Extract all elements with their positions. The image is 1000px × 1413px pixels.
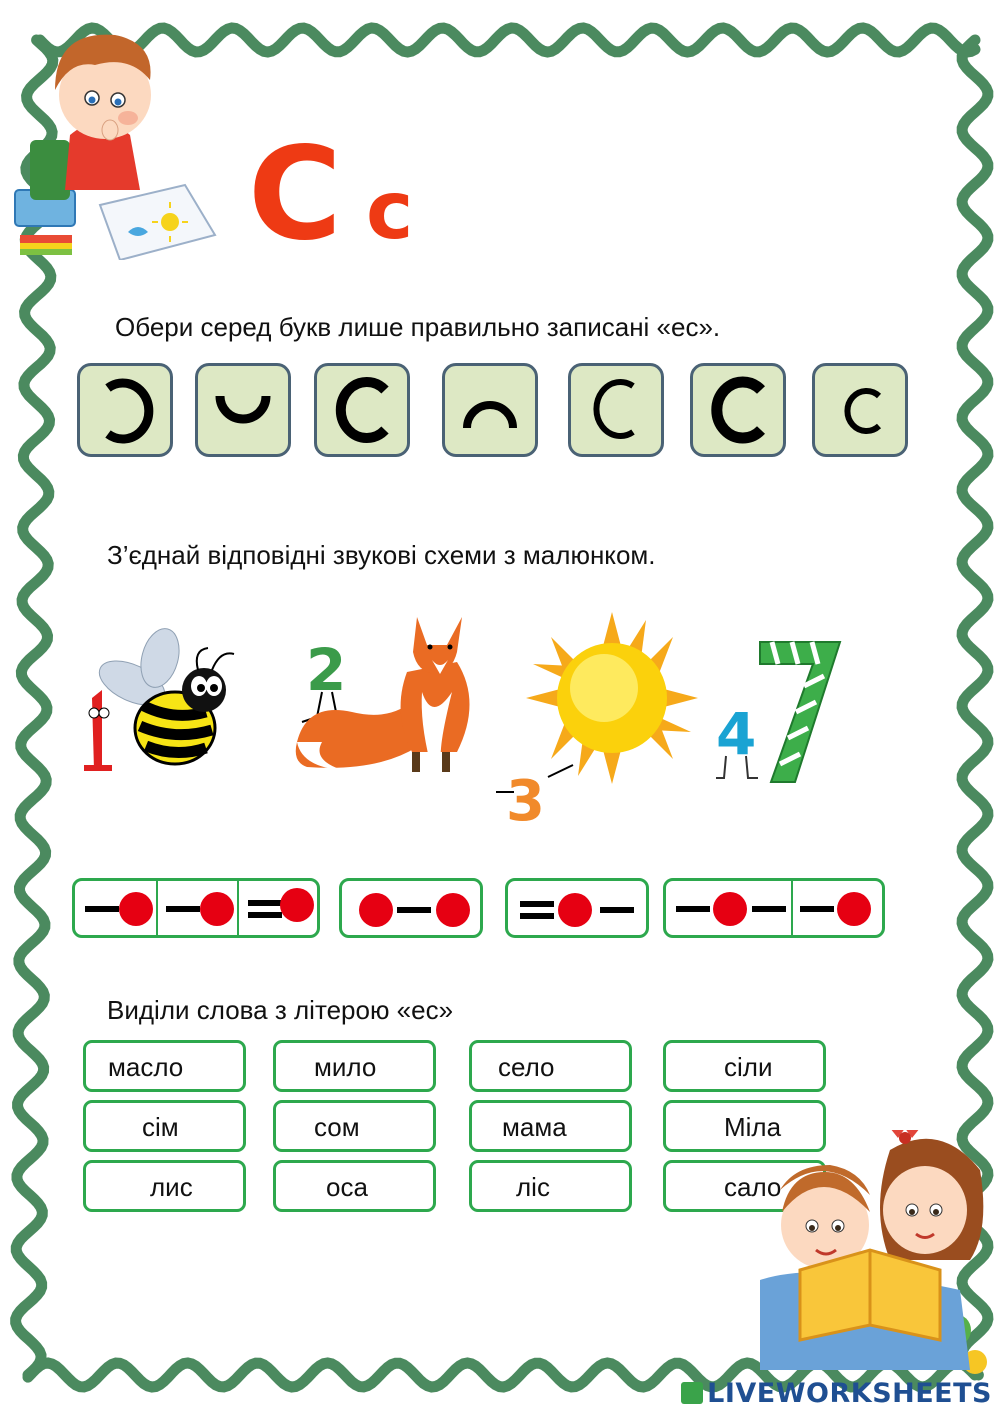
task1-instruction: Обери серед букв лише правильно записані «ес». xyxy=(115,312,721,342)
task3-instruction: Виділи слова з літерою «ес» xyxy=(107,995,454,1025)
word-label: сом xyxy=(314,1112,360,1142)
word-option[interactable] xyxy=(469,1160,632,1212)
scheme-graphic xyxy=(75,881,317,935)
sound-scheme-3[interactable] xyxy=(505,878,649,938)
word-label: сіли xyxy=(724,1052,773,1082)
rotated-up-es-letter-icon xyxy=(198,366,288,454)
letter-option-1[interactable] xyxy=(77,363,173,457)
word-label: сім xyxy=(142,1112,179,1142)
word-label: ліс xyxy=(516,1172,550,1202)
title-upper-letter: С xyxy=(248,120,342,269)
bee-picture[interactable] xyxy=(72,628,242,793)
rotated-down-es-letter-icon xyxy=(445,366,535,454)
letter-option-5[interactable] xyxy=(568,363,664,457)
word-label: масло xyxy=(108,1052,184,1082)
svg-text:4: 4 xyxy=(716,700,757,768)
correct-es-letter-icon xyxy=(317,366,407,454)
word-label: мама xyxy=(502,1112,567,1142)
correct-es-letter-icon xyxy=(693,366,783,454)
sound-scheme-1[interactable] xyxy=(72,878,320,938)
watermark-logo-icon xyxy=(681,1382,703,1404)
watermark-text: LIVEWORKSHEETS xyxy=(707,1378,992,1409)
boy-drawing-illustration xyxy=(10,10,220,260)
letter-option-6[interactable] xyxy=(690,363,786,457)
letter-option-3[interactable] xyxy=(314,363,410,457)
scheme-graphic xyxy=(508,881,646,935)
sun-picture[interactable] xyxy=(486,612,706,834)
mirrored-es-letter-icon xyxy=(80,366,170,454)
thin-es-letter-icon xyxy=(571,366,661,454)
letter-option-4[interactable] xyxy=(442,363,538,457)
fox-picture[interactable] xyxy=(292,612,502,777)
numbers-4-7-picture[interactable] xyxy=(712,636,852,786)
word-label: мило xyxy=(314,1052,377,1082)
svg-text:2: 2 xyxy=(306,636,347,704)
word-label: Міла xyxy=(724,1112,782,1142)
svg-text:3: 3 xyxy=(506,769,545,834)
sound-scheme-2[interactable] xyxy=(339,878,483,938)
task2-instruction: З’єднай відповідні звукові схеми з малюнком. xyxy=(107,540,656,570)
letter-option-2[interactable] xyxy=(195,363,291,457)
word-option[interactable] xyxy=(273,1100,436,1152)
page-title xyxy=(248,120,413,269)
letter-option-7[interactable] xyxy=(812,363,908,457)
word-option[interactable] xyxy=(273,1160,436,1212)
word-option[interactable] xyxy=(469,1100,632,1152)
word-label: сало xyxy=(724,1172,782,1202)
kids-reading-illustration xyxy=(740,1130,995,1380)
title-lower-letter: с xyxy=(365,164,414,257)
word-option[interactable] xyxy=(83,1160,246,1212)
word-label: лис xyxy=(150,1172,193,1202)
small-es-letter-icon xyxy=(815,366,905,454)
scheme-graphic xyxy=(342,881,480,935)
word-option[interactable] xyxy=(469,1040,632,1092)
word-option[interactable] xyxy=(83,1040,246,1092)
word-option[interactable] xyxy=(83,1100,246,1152)
word-label: оса xyxy=(326,1172,368,1202)
word-label: село xyxy=(498,1052,555,1082)
word-option[interactable] xyxy=(663,1040,826,1092)
scheme-graphic xyxy=(666,881,882,935)
watermark xyxy=(681,1378,992,1409)
sound-scheme-4[interactable] xyxy=(663,878,885,938)
word-option[interactable] xyxy=(273,1040,436,1092)
